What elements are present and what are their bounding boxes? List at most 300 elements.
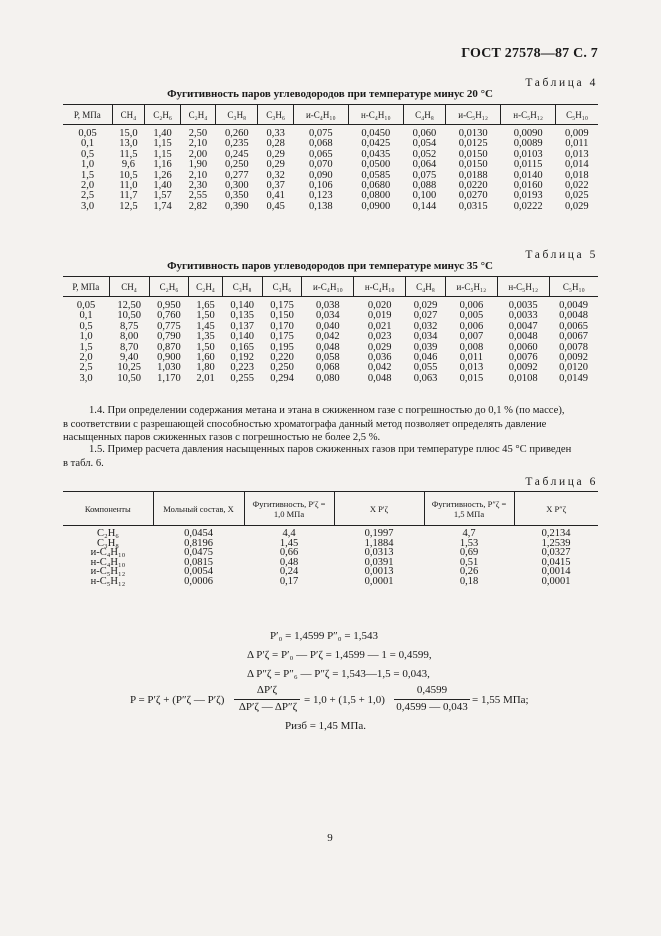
table4-header-cell: и-C₄H₁₀ bbox=[293, 105, 348, 125]
fraction-bar-2 bbox=[394, 699, 470, 700]
table4-header-cell: н-C₅H₁₂ bbox=[501, 105, 556, 125]
table-cell: 0,170 bbox=[270, 320, 294, 332]
table-cell: 0,005 bbox=[459, 310, 484, 322]
table-cell: 0,0270 bbox=[458, 190, 488, 202]
paragraph-1-4-line2: в соответствии с разрешающей способностью хроматографа данный метод позволяет определять давление bbox=[63, 418, 547, 430]
table-cell: 8,70 bbox=[119, 341, 139, 353]
table-cell: 10,50 bbox=[117, 310, 141, 322]
table-cell: 0,0048 bbox=[559, 310, 589, 322]
table-cell: 0,0060 bbox=[508, 341, 538, 353]
table-cell: 1,50 bbox=[196, 341, 215, 353]
table-cell: 0,0013 bbox=[364, 566, 394, 578]
table-cell: 0,165 bbox=[230, 341, 254, 353]
paragraph-1-5-line2: в табл. 6. bbox=[63, 457, 104, 469]
table-cell: 0,235 bbox=[225, 138, 249, 150]
table-cell: 0,063 bbox=[413, 372, 438, 384]
table-cell: 0,088 bbox=[412, 180, 437, 192]
table-cell: 0,070 bbox=[309, 159, 333, 171]
table-cell: 0,075 bbox=[412, 169, 437, 181]
table-cell: 0,019 bbox=[367, 310, 392, 322]
table4-header-cell: Р, МПа bbox=[63, 105, 112, 125]
table-cell: 13,0 bbox=[119, 138, 138, 150]
table-cell: 0,0048 bbox=[508, 331, 538, 343]
table-cell: 0,0092 bbox=[559, 352, 589, 364]
table-cell: 0,32 bbox=[266, 169, 285, 181]
table5-header-row bbox=[63, 277, 598, 297]
table-cell: 2,0 bbox=[79, 352, 93, 364]
table-cell: 11,7 bbox=[119, 190, 138, 202]
table-cell: 0,05 bbox=[78, 128, 97, 139]
table4-header-row bbox=[63, 105, 598, 125]
table-cell: 0,0014 bbox=[541, 566, 571, 578]
paragraph-1-5 bbox=[63, 443, 599, 470]
table-cell: 0,0130 bbox=[458, 128, 488, 139]
table-cell: 10,25 bbox=[117, 362, 141, 374]
table-cell: 0,040 bbox=[316, 320, 340, 332]
table-cell: 0,195 bbox=[270, 341, 294, 353]
table4 bbox=[63, 104, 598, 212]
table5-header-cell: C₃H₈ bbox=[222, 277, 262, 297]
table-cell: 11,5 bbox=[119, 148, 138, 160]
table-cell: 0,055 bbox=[413, 362, 438, 374]
table-cell: 1,2539 bbox=[541, 537, 571, 549]
table-cell: 0,775 bbox=[157, 320, 181, 332]
table-cell: 0,05 bbox=[76, 300, 96, 311]
table-cell: 0,0193 bbox=[513, 190, 543, 202]
table-cell: 0,0120 bbox=[559, 362, 589, 374]
table-cell: 0,1 bbox=[79, 310, 93, 322]
table-cell: и-C₄H₁₀ bbox=[90, 547, 126, 559]
table-cell: 0,192 bbox=[230, 352, 254, 364]
table-cell: 0,042 bbox=[367, 362, 392, 374]
table-cell: 0,046 bbox=[413, 352, 438, 364]
table-cell: 0,0006 bbox=[184, 575, 213, 587]
table-cell: 0,1 bbox=[80, 138, 95, 150]
table-cell: 1,40 bbox=[153, 180, 172, 192]
table5-header-cell: Р, МПа bbox=[63, 277, 109, 297]
table-cell: 0,048 bbox=[316, 341, 340, 353]
table-cell: 3,0 bbox=[79, 372, 93, 384]
table4-header-cell: C₃H₆ bbox=[258, 105, 293, 125]
table-cell: 0,0049 bbox=[559, 300, 589, 311]
table-row bbox=[63, 125, 598, 140]
table-cell: 0,29 bbox=[266, 159, 285, 171]
table-cell: 1,80 bbox=[196, 362, 215, 374]
table6-header-cell: X P′ζ bbox=[334, 492, 424, 526]
table-cell: 0,255 bbox=[230, 372, 254, 384]
table-cell: 0,0815 bbox=[184, 556, 213, 568]
table-cell: 0,390 bbox=[225, 200, 249, 212]
table-cell: 0,022 bbox=[565, 180, 589, 192]
table-cell: 1,26 bbox=[153, 169, 172, 181]
formula-p-excess: Pизб = 1,45 МПа. bbox=[285, 720, 367, 732]
table-cell: 2,01 bbox=[196, 372, 215, 384]
table-cell: 1,65 bbox=[196, 300, 215, 311]
table4-header-cell: н-C₄H₁₀ bbox=[348, 105, 403, 125]
table5-header-cell: C₂H₆ bbox=[149, 277, 189, 297]
formula-p0: P′₀ = 1,4599 P″₀ = 1,543 bbox=[270, 630, 379, 642]
table4-header-cell: CH₄ bbox=[112, 105, 145, 125]
table-cell: 0,029 bbox=[367, 341, 392, 353]
table6-header-cell: Компоненты bbox=[63, 492, 153, 526]
table-cell: 0,0500 bbox=[361, 159, 391, 171]
table-cell: 0,0160 bbox=[513, 180, 543, 192]
table-cell: 0,060 bbox=[412, 128, 437, 139]
table-cell: 0,0065 bbox=[559, 320, 589, 332]
table-cell: 0,032 bbox=[413, 320, 438, 332]
table-cell: 1,45 bbox=[279, 537, 299, 549]
table-cell: 0,48 bbox=[279, 556, 299, 568]
table-cell: 0,0001 bbox=[364, 575, 394, 587]
table-cell: 1,030 bbox=[157, 362, 181, 374]
formula-delta-p2: Δ P″ζ = P″₆ — P″ζ = 1,543—1,5 = 0,043, bbox=[247, 668, 430, 680]
table-cell: 0,023 bbox=[367, 331, 392, 343]
table-cell: 0,277 bbox=[225, 169, 249, 181]
table-cell: 15,0 bbox=[119, 128, 138, 139]
table-cell: 0,015 bbox=[459, 372, 484, 384]
page-header: ГОСТ 27578—87 С. 7 bbox=[461, 46, 598, 61]
table-row bbox=[63, 539, 598, 549]
table-cell: 0,950 bbox=[157, 300, 181, 311]
table-cell: 0,0125 bbox=[458, 138, 488, 150]
table-cell: 0,018 bbox=[565, 169, 589, 181]
table-cell: 0,038 bbox=[316, 300, 340, 311]
formula-p-result: = 1,55 МПа; bbox=[472, 694, 529, 706]
table-cell: 0,220 bbox=[270, 352, 294, 364]
table-cell: 0,28 bbox=[266, 138, 285, 150]
table-cell: 0,009 bbox=[565, 128, 589, 139]
table5-header-cell: н-C₄H₁₀ bbox=[354, 277, 406, 297]
table-cell: 0,24 bbox=[279, 566, 299, 578]
table-cell: 0,054 bbox=[412, 138, 437, 150]
table-cell: 0,0900 bbox=[361, 200, 391, 212]
table6 bbox=[63, 491, 598, 587]
table5-header-cell: и-C₅H₁₂ bbox=[445, 277, 497, 297]
table-cell: 0,014 bbox=[565, 159, 589, 171]
table-cell: 0,0150 bbox=[458, 148, 488, 160]
table-cell: 0,0076 bbox=[508, 352, 538, 364]
table-cell: 2,82 bbox=[188, 200, 208, 212]
table4-header-cell: C₃H₈ bbox=[216, 105, 258, 125]
table-cell: 12,50 bbox=[117, 300, 141, 311]
paragraph-1-4 bbox=[63, 404, 599, 445]
table-cell: 0,0425 bbox=[361, 138, 391, 150]
table-cell: 0,013 bbox=[459, 362, 484, 374]
table5-header-cell: C₃H₆ bbox=[262, 277, 302, 297]
table-cell: 0,0001 bbox=[541, 575, 571, 587]
table-row bbox=[63, 526, 598, 539]
table-cell: 0,020 bbox=[367, 300, 392, 311]
table-cell: 0,138 bbox=[309, 200, 333, 212]
table-cell: 0,0680 bbox=[361, 180, 391, 192]
table-cell: 0,106 bbox=[309, 180, 333, 192]
table-cell: 0,8196 bbox=[184, 537, 213, 549]
table-cell: 0,0140 bbox=[513, 169, 543, 181]
table-cell: 2,30 bbox=[188, 180, 208, 192]
table-cell: 0,45 bbox=[266, 200, 285, 212]
table-cell: 0,250 bbox=[270, 362, 294, 374]
table-cell: 0,135 bbox=[230, 310, 254, 322]
table-cell: 0,175 bbox=[270, 300, 294, 311]
table-cell: 1,40 bbox=[153, 128, 172, 139]
table-cell: 0,013 bbox=[565, 148, 589, 160]
table-cell: 0,66 bbox=[279, 547, 299, 559]
table4-title: Фугитивность паров углеводородов при температуре минус 20 °С bbox=[167, 88, 493, 100]
table-cell: 0,0435 bbox=[361, 148, 391, 160]
paragraph-1-5-line1: 1.5. Пример расчета давления насыщенных паров сжиженных газов при температуре плюс 45 °С приведен bbox=[89, 444, 572, 455]
table-cell: 0,008 bbox=[459, 341, 484, 353]
table6-header-cell: X P″ζ bbox=[514, 492, 598, 526]
table-cell: 0,18 bbox=[459, 575, 479, 587]
table-cell: 0,075 bbox=[309, 128, 333, 139]
table-cell: 0,0092 bbox=[508, 362, 538, 374]
table-cell: 0,0220 bbox=[458, 180, 488, 192]
table-cell: 0,0450 bbox=[361, 128, 391, 139]
table-cell: 0,150 bbox=[270, 310, 294, 322]
table-cell: 0,027 bbox=[413, 310, 438, 322]
table6-header-row bbox=[63, 492, 598, 526]
table-cell: 1,5 bbox=[80, 169, 95, 181]
table-cell: 0,2134 bbox=[541, 528, 571, 539]
table-cell: 1,53 bbox=[459, 537, 479, 549]
table-cell: 0,011 bbox=[565, 138, 589, 150]
table-cell: 0,036 bbox=[367, 352, 392, 364]
table-cell: 2,10 bbox=[188, 138, 208, 150]
table-cell: 0,0391 bbox=[364, 556, 394, 568]
table-cell: 1,60 bbox=[196, 352, 215, 364]
table-cell: 1,170 bbox=[157, 372, 181, 384]
table-cell: 0,17 bbox=[279, 575, 299, 587]
table-cell: 0,300 bbox=[225, 180, 249, 192]
table-cell: 0,048 bbox=[367, 372, 392, 384]
table-cell: 1,15 bbox=[153, 148, 172, 160]
table6-header-cell: Мольный состав, X bbox=[153, 492, 244, 526]
table-cell: 0,175 bbox=[270, 331, 294, 343]
table-cell: 0,0188 bbox=[458, 169, 488, 181]
table-cell: н-C₅H₁₂ bbox=[90, 575, 126, 587]
table5-header-cell: C₄H₈ bbox=[406, 277, 446, 297]
table-cell: 0,0103 bbox=[513, 148, 543, 160]
table5-header-cell: C₅H₁₀ bbox=[549, 277, 598, 297]
page-number: 9 bbox=[327, 832, 333, 844]
table-cell: 0,260 bbox=[225, 128, 249, 139]
table-cell: 0,006 bbox=[459, 300, 484, 311]
table-row bbox=[63, 548, 598, 558]
table-cell: 9,6 bbox=[121, 159, 136, 171]
table-cell: 0,870 bbox=[157, 341, 181, 353]
table-cell: 0,065 bbox=[309, 148, 333, 160]
table-cell: 10,5 bbox=[119, 169, 138, 181]
table-cell: 0,0415 bbox=[541, 556, 571, 568]
table4-header-cell: C₂H₆ bbox=[145, 105, 180, 125]
table-cell: 0,0115 bbox=[513, 159, 543, 171]
table-cell: 0,0149 bbox=[559, 372, 589, 384]
table-cell: 0,760 bbox=[157, 310, 181, 322]
table-row bbox=[63, 567, 598, 577]
table5-title: Фугитивность паров углеводородов при температуре минус 35 °С bbox=[167, 260, 493, 272]
table-cell: 0,41 bbox=[266, 190, 285, 202]
table-cell: 0,0035 bbox=[508, 300, 538, 311]
formula-p-numerator-value: 0,4599 bbox=[416, 684, 448, 696]
table-cell: 1,74 bbox=[153, 200, 172, 212]
table-cell: 2,10 bbox=[188, 169, 208, 181]
table-cell: 0,0800 bbox=[361, 190, 391, 202]
table-cell: 0,0475 bbox=[184, 547, 213, 559]
table4-label: Таблица 4 bbox=[525, 77, 598, 89]
table-cell: 0,144 bbox=[412, 200, 437, 212]
table-cell: 0,33 bbox=[266, 128, 285, 139]
table-cell: 0,034 bbox=[316, 310, 340, 322]
table-cell: 0,140 bbox=[230, 331, 254, 343]
table4-header-cell: и-C₅H₁₂ bbox=[446, 105, 501, 125]
table-cell: 1,35 bbox=[196, 331, 215, 343]
table-cell: 0,51 bbox=[459, 556, 479, 568]
table-cell: 0,350 bbox=[225, 190, 249, 202]
table-row bbox=[63, 202, 598, 212]
table-cell: 0,006 bbox=[459, 320, 484, 332]
table-cell: 3,0 bbox=[80, 200, 95, 212]
table-cell: 2,55 bbox=[188, 190, 208, 202]
table-cell: 1,5 bbox=[79, 341, 93, 353]
table-cell: 2,5 bbox=[80, 190, 95, 202]
table-cell: 0,0313 bbox=[364, 547, 394, 559]
table4-header-cell: C₅H₁₀ bbox=[556, 105, 598, 125]
formula-p-middle: = 1,0 + (1,5 + 1,0) bbox=[304, 694, 385, 706]
table-cell: 1,90 bbox=[188, 159, 208, 171]
table-cell: 0,5 bbox=[79, 320, 93, 332]
table-cell: 0,042 bbox=[316, 331, 340, 343]
table-cell: 0,021 bbox=[367, 320, 392, 332]
table5-header-cell: н-C₅H₁₂ bbox=[497, 277, 549, 297]
table-cell: 0,37 bbox=[266, 180, 285, 192]
table-cell: 0,0047 bbox=[508, 320, 538, 332]
table-cell: 0,068 bbox=[309, 138, 333, 150]
table-cell: 2,5 bbox=[79, 362, 93, 374]
table5-label: Таблица 5 bbox=[525, 249, 598, 261]
table4-header-cell: C₄H₈ bbox=[403, 105, 445, 125]
table-cell: 0,29 bbox=[266, 148, 285, 160]
table-cell: 0,0454 bbox=[184, 528, 213, 539]
table-cell: 0,137 bbox=[230, 320, 254, 332]
table-cell: и-C₅H₁₂ bbox=[90, 566, 126, 578]
table-cell: 0,0108 bbox=[508, 372, 538, 384]
table-cell: 0,140 bbox=[230, 300, 254, 311]
table-cell: 0,0090 bbox=[513, 128, 543, 139]
table-cell: 0,090 bbox=[309, 169, 333, 181]
table-cell: 0,900 bbox=[157, 352, 181, 364]
formula-p-lhs: P = P′ζ + (P″ζ — P′ζ) bbox=[130, 694, 225, 706]
table-row bbox=[63, 374, 598, 384]
table-cell: 0,5 bbox=[80, 148, 95, 160]
table5-header-cell: CH₄ bbox=[109, 277, 149, 297]
formula-delta-p1: Δ P′ζ = P′₀ — P′ζ = 1,4599 — 1 = 0,4599, bbox=[247, 649, 432, 661]
table-cell: 0,0585 bbox=[361, 169, 391, 181]
table-cell: 0,0327 bbox=[541, 547, 571, 559]
table-cell: 1,45 bbox=[196, 320, 215, 332]
table-cell: н-C₄H₁₀ bbox=[90, 556, 126, 568]
table-cell: 0,250 bbox=[225, 159, 249, 171]
table-cell: 0,080 bbox=[316, 372, 340, 384]
table-cell: 0,025 bbox=[565, 190, 589, 202]
table-cell: 1,15 bbox=[153, 138, 172, 150]
table5 bbox=[63, 276, 598, 384]
table-row bbox=[63, 558, 598, 568]
table-cell: 0,007 bbox=[459, 331, 484, 343]
table-cell: 0,123 bbox=[309, 190, 333, 202]
table6-label: Таблица 6 bbox=[525, 476, 598, 488]
table-cell: 8,00 bbox=[119, 331, 139, 343]
table-cell: 4,4 bbox=[282, 528, 296, 539]
table-cell: C₃H₈ bbox=[97, 537, 119, 549]
table4-header-cell: C₂H₄ bbox=[180, 105, 215, 125]
formula-p-denominator-value: 0,4599 — 0,043 bbox=[396, 701, 468, 713]
fraction-bar-1 bbox=[234, 699, 300, 700]
table-cell: 0,0315 bbox=[458, 200, 488, 212]
table5-header-cell: и-C₄H₁₀ bbox=[302, 277, 354, 297]
table-cell: 0,0067 bbox=[559, 331, 589, 343]
table-cell: 0,294 bbox=[270, 372, 294, 384]
table-cell: 0,052 bbox=[412, 148, 437, 160]
table-row bbox=[63, 297, 598, 312]
table-cell: 0,69 bbox=[459, 547, 479, 559]
table-cell: 1,16 bbox=[153, 159, 172, 171]
formula-p-denominator: ΔP′ζ — ΔP″ζ bbox=[238, 701, 298, 713]
table-cell: 0,0089 bbox=[513, 138, 543, 150]
table-cell: 0,039 bbox=[413, 341, 438, 353]
table-cell: 0,058 bbox=[316, 352, 340, 364]
table5-header-cell: C₂H₄ bbox=[189, 277, 222, 297]
table-cell: 0,029 bbox=[565, 200, 589, 212]
table-cell: 0,26 bbox=[459, 566, 479, 578]
table-cell: 8,75 bbox=[119, 320, 139, 332]
table-row bbox=[63, 577, 598, 587]
table-cell: 0,223 bbox=[230, 362, 254, 374]
table-cell: C₂H₆ bbox=[97, 528, 119, 539]
table-cell: 0,790 bbox=[157, 331, 181, 343]
table-cell: 1,0 bbox=[79, 331, 93, 343]
table-cell: 0,068 bbox=[316, 362, 340, 374]
table-cell: 10,50 bbox=[117, 372, 141, 384]
table-cell: 1,57 bbox=[153, 190, 172, 202]
table-cell: 12,5 bbox=[119, 200, 138, 212]
table-cell: 0,0222 bbox=[513, 200, 543, 212]
table-cell: 0,064 bbox=[412, 159, 437, 171]
paragraph-1-4-line3: насыщенных паров сжиженных газов с погрешностью не более 2,5 %. bbox=[63, 432, 381, 444]
table-cell: 9,40 bbox=[119, 352, 139, 364]
table-cell: 0,011 bbox=[459, 352, 484, 364]
table6-header-cell: Фугитивность, P′ζ = 1,0 МПа bbox=[244, 492, 334, 526]
table-cell: 0,0033 bbox=[508, 310, 538, 322]
table-cell: 2,00 bbox=[188, 148, 208, 160]
table-cell: 0,0150 bbox=[458, 159, 488, 171]
table-cell: 0,100 bbox=[412, 190, 437, 202]
table-cell: 4,7 bbox=[462, 528, 476, 539]
table-cell: 0,029 bbox=[413, 300, 438, 311]
table6-header-cell: Фугитивность, P″ζ = 1,5 МПа bbox=[424, 492, 514, 526]
paragraph-1-4-line1: 1.4. При определении содержания метана и этана в сжиженном газе с погрешностью до 0,1 % (по массе), bbox=[89, 405, 565, 416]
formula-p-numerator: ΔP′ζ bbox=[256, 684, 278, 696]
table-cell: 0,245 bbox=[225, 148, 249, 160]
table-cell: 0,0054 bbox=[184, 566, 213, 578]
table-cell: 1,1884 bbox=[364, 537, 394, 549]
table-cell: 0,0078 bbox=[559, 341, 589, 353]
table-cell: 1,0 bbox=[80, 159, 95, 171]
table-cell: 0,1997 bbox=[364, 528, 394, 539]
table-cell: 2,50 bbox=[188, 128, 208, 139]
table-cell: 1,50 bbox=[196, 310, 215, 322]
table-cell: 11,0 bbox=[119, 180, 138, 192]
table-cell: 0,034 bbox=[413, 331, 438, 343]
